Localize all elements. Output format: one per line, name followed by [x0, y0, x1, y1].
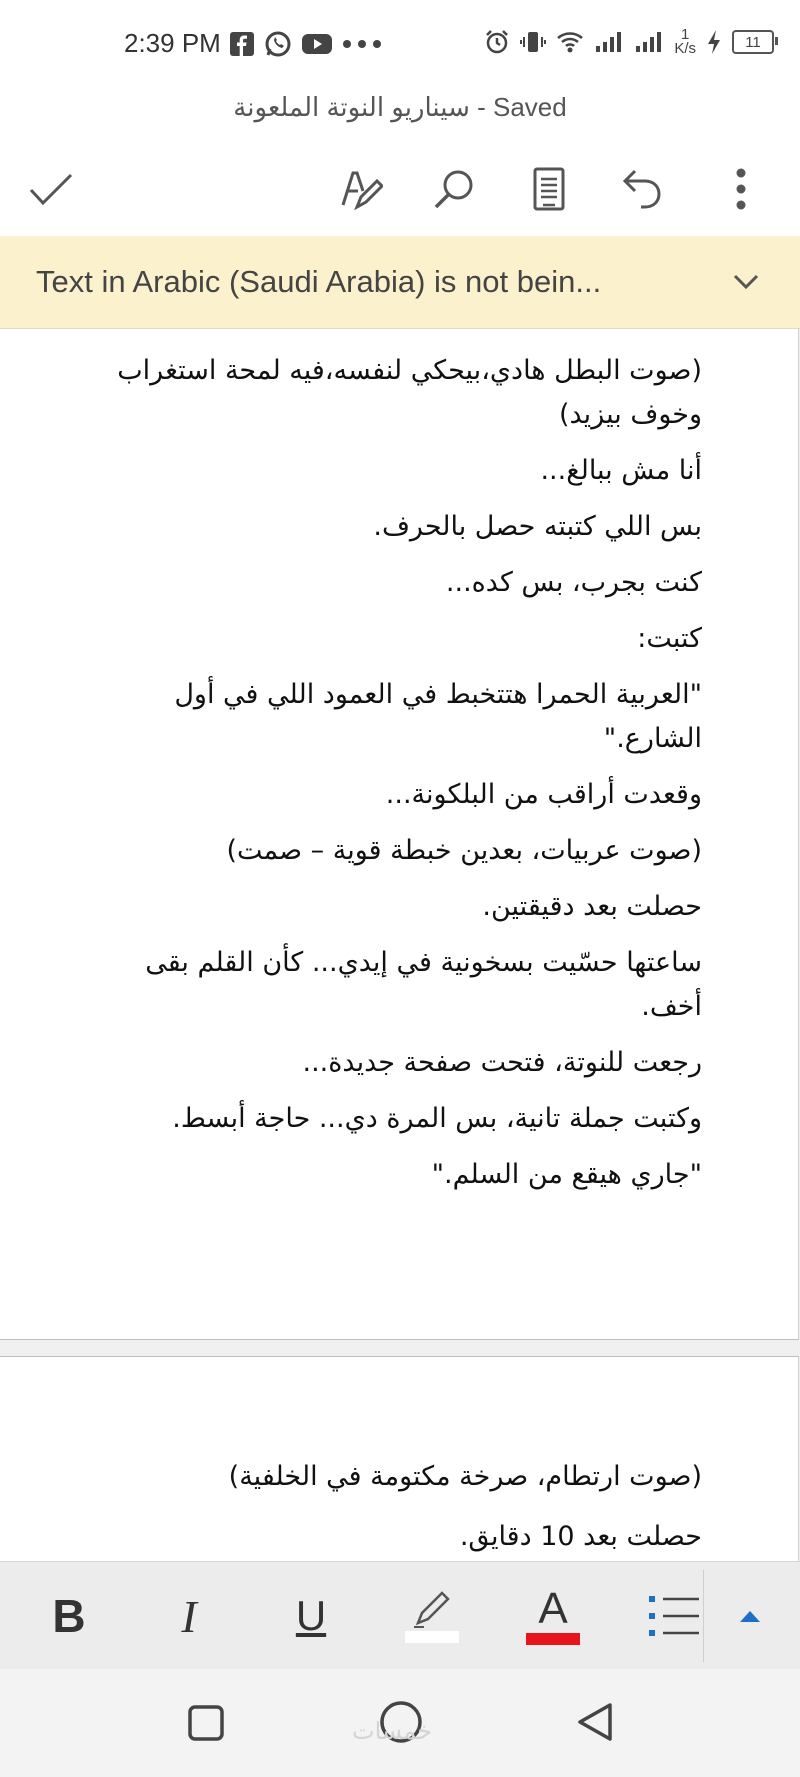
- italic-button[interactable]: [156, 1562, 222, 1670]
- document-page-2[interactable]: [0, 1356, 799, 1561]
- system-icons: [484, 28, 774, 56]
- find-button[interactable]: [427, 162, 481, 216]
- underline-label: U: [295, 1592, 327, 1639]
- watermark: خمسات: [352, 1717, 433, 1745]
- status-bar: [0, 0, 800, 90]
- doc-line[interactable]: ساعتها حسّيت بسخونية في إيدي... كأن القلم بقى: [145, 947, 702, 978]
- bullet-list-icon: [647, 1593, 701, 1639]
- network-speed-unit: K/s: [674, 40, 696, 57]
- highlighter-icon: [408, 1589, 456, 1629]
- signal-icon-2: [634, 30, 664, 54]
- done-button[interactable]: [24, 162, 78, 216]
- top-toolbar: [0, 140, 800, 236]
- document-page[interactable]: [0, 329, 799, 1340]
- doc-line[interactable]: وخوف بيزيد): [558, 399, 702, 430]
- facebook-icon: [230, 32, 254, 56]
- signal-icon: [594, 30, 624, 54]
- chevron-down-icon[interactable]: [726, 262, 766, 302]
- draw-button[interactable]: [334, 162, 388, 216]
- doc-line[interactable]: أنا مش ببالغ...: [540, 455, 702, 486]
- caret-up-icon: [739, 1609, 761, 1623]
- doc-line[interactable]: "العربية الحمرا هتتخبط في العمود اللي في أول: [174, 679, 702, 710]
- pen-icon: [339, 167, 383, 211]
- square-icon[interactable]: [186, 1703, 226, 1743]
- format-toolbar: [0, 1561, 800, 1670]
- doc-line[interactable]: أخف.: [641, 991, 702, 1022]
- doc-line[interactable]: الشارع.": [603, 723, 702, 754]
- doc-line[interactable]: حصلت بعد دقيقتين.: [482, 891, 702, 922]
- reading-view-button[interactable]: [522, 162, 576, 216]
- document-title: سيناريو النوتة الملعونة - Saved: [233, 92, 567, 122]
- bullet-list-button[interactable]: [644, 1562, 704, 1670]
- bold-label: B: [52, 1590, 86, 1642]
- doc-line[interactable]: (صوت عربيات، بعدين خبطة قوية – صمت): [226, 835, 702, 866]
- font-color-button[interactable]: [524, 1562, 582, 1670]
- doc-line[interactable]: كتبت:: [637, 623, 702, 654]
- back-triangle-icon[interactable]: [574, 1701, 616, 1743]
- doc-line[interactable]: وقعدت أراقب من البلكونة...: [385, 779, 702, 810]
- status-time: 2:39 PM: [124, 28, 221, 58]
- wifi-icon: [556, 30, 584, 54]
- document-canvas[interactable]: [0, 329, 800, 1561]
- charging-icon: [706, 29, 722, 55]
- more-options-button[interactable]: [714, 162, 768, 216]
- doc-line[interactable]: "جاري هيقع من السلم.": [431, 1159, 702, 1190]
- battery-icon: [732, 30, 774, 54]
- banner-text: Text in Arabic (Saudi Arabia) is not bein...: [36, 264, 602, 299]
- youtube-icon: [302, 32, 332, 56]
- font-color-swatch: [526, 1633, 580, 1645]
- notification-icons: [230, 30, 382, 58]
- underline-button[interactable]: [278, 1562, 344, 1670]
- highlight-button[interactable]: [402, 1562, 462, 1670]
- doc-line[interactable]: (صوت البطل هادي،بيحكي لنفسه،فيه لمحة استغراب: [117, 355, 702, 386]
- doc-line[interactable]: حصلت بعد 10 دقايق.: [459, 1521, 702, 1552]
- doc-line[interactable]: بس اللي كتبته حصل بالحرف.: [373, 511, 702, 542]
- undo-button[interactable]: [616, 162, 670, 216]
- doc-line[interactable]: وكتبت جملة تانية، بس المرة دي... حاجة أبسط.: [172, 1103, 702, 1134]
- network-speed-value: 1: [680, 26, 690, 43]
- language-warning-banner[interactable]: [0, 236, 800, 329]
- check-icon: [28, 171, 74, 207]
- more-notifications-icon: [342, 39, 382, 49]
- format-divider: [703, 1570, 704, 1662]
- search-icon: [432, 167, 476, 211]
- system-nav-bar: [0, 1669, 800, 1777]
- italic-label: I: [181, 1590, 197, 1642]
- font-color-label: A: [538, 1584, 568, 1633]
- highlight-color-swatch: [405, 1631, 459, 1643]
- battery-level: 11: [745, 33, 761, 51]
- vibrate-icon: [520, 29, 546, 55]
- undo-icon: [621, 167, 665, 211]
- expand-ribbon-button[interactable]: [720, 1562, 780, 1670]
- doc-line[interactable]: (صوت ارتطام، صرخة مكتومة في الخلفية): [228, 1461, 702, 1492]
- doc-line[interactable]: كنت بجرب، بس كده...: [445, 567, 702, 598]
- bold-button[interactable]: [36, 1562, 102, 1670]
- network-speed: [674, 28, 696, 56]
- whatsapp-icon: [264, 30, 292, 58]
- doc-line[interactable]: رجعت للنوتة، فتحت صفحة جديدة...: [302, 1047, 702, 1078]
- more-icon: [734, 167, 748, 211]
- reading-view-icon: [531, 166, 567, 212]
- alarm-icon: [484, 29, 510, 55]
